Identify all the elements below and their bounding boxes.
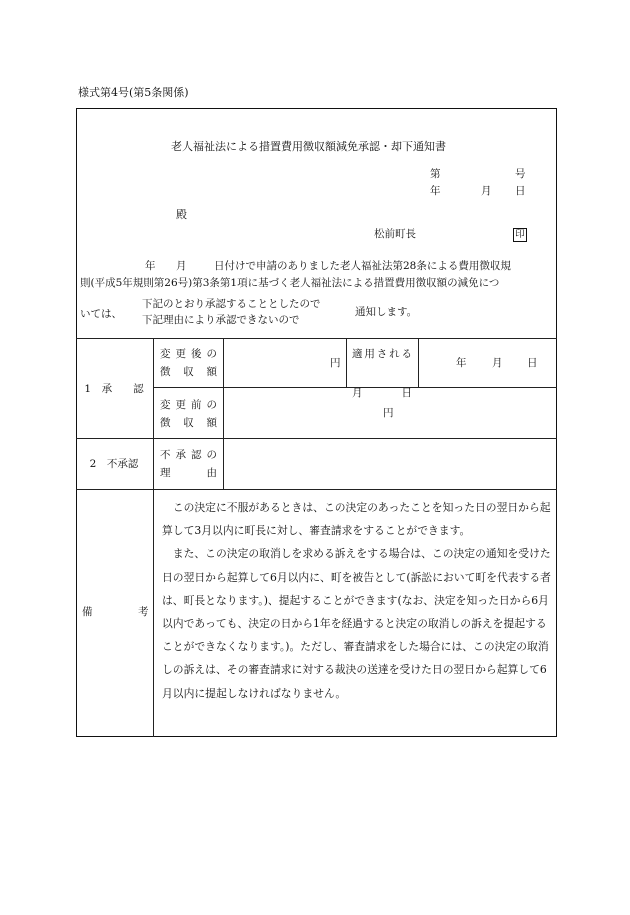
applied-label-2	[352, 367, 412, 409]
rejection-reason-label-2-text: 理由	[160, 467, 217, 479]
before-amount-label-1-text: 変更前の	[160, 399, 217, 411]
after-amount-label-2-text: 徴収額	[160, 366, 217, 378]
issuer-name: 松前町長	[374, 228, 416, 240]
before-amount-label-2-text: 徴収額	[160, 417, 217, 429]
column-divider-field	[223, 338, 224, 489]
after-amount-label-1	[160, 349, 217, 360]
remarks-paragraph-1: この決定に不服があるときは、この決定のあったことを知った日の翌日から起算して3月以内に町長に対し、審査請求をすることができます。	[162, 501, 551, 538]
applied-date-year: 年	[456, 357, 467, 369]
applied-date-month: 月	[492, 357, 503, 369]
doc-number-dai: 第	[430, 168, 441, 180]
approval-section-label	[78, 338, 150, 438]
before-amount-label-2	[160, 418, 217, 429]
remarks-label-right: 考	[138, 606, 149, 618]
applied-label-1	[352, 349, 412, 360]
column-divider-label	[153, 338, 154, 737]
applied-date-day: 日	[527, 357, 538, 369]
body-year: 年	[145, 260, 156, 272]
rejection-reason-label-2	[160, 468, 217, 479]
body-line-3-prefix: いては、	[80, 308, 122, 320]
applied-label-2-text: 月 日	[352, 387, 412, 399]
body-line-3-suffix: 通知します。	[355, 306, 418, 318]
option-approve: 下記のとおり承認することとしたので	[142, 298, 321, 310]
form-number: 様式第4号(第5条関係)	[78, 86, 189, 99]
divider-rejection-end	[76, 489, 557, 490]
doc-number-go: 号	[515, 168, 526, 180]
rejection-reason-label-1-text: 不承認の	[160, 449, 217, 461]
before-amount-yen: 円	[383, 407, 394, 419]
after-amount-label-1-text: 変更後の	[160, 348, 217, 360]
remarks-paragraph-2: また、この決定の取消しを求める訴えをする場合は、この決定の通知を受けた日の翌日から起算して6月以内に、町を被告として(訴訟において町を代表する者は、町長となります。)、提起することができます(なお、決定を知った日から6月以内であっても、決定の日から1年を経過すると決定の取消しの訴えを提起することができなくなります。)。ただし、審査請求をした場合には、この決定の取消しの訴えは、その審査請求に対する裁決の送達を受けた日の翌日から起算して6月以内に提起しなければなりません。	[162, 547, 551, 700]
document-title: 老人福祉法による措置費用徴収額減免承認・却下通知書	[171, 140, 446, 153]
seal-mark: 印	[513, 228, 527, 242]
approval-section-text: 1 承 認	[84, 382, 144, 395]
rejection-section-label	[78, 438, 150, 489]
after-amount-label-2	[160, 367, 217, 378]
applied-label-1-text: 適用される	[352, 348, 412, 360]
before-amount-label-1	[160, 400, 217, 411]
date-year: 年	[430, 185, 441, 197]
date-month: 月	[481, 185, 492, 197]
body-line-2: 則(平成5年規則第26号)第3条第1項に基づく老人福祉法による措置費用徴収額の減免につ	[80, 277, 500, 289]
addressee-suffix: 殿	[176, 208, 187, 221]
column-divider-applied-date	[418, 338, 419, 387]
rejection-reason-label-1	[160, 450, 217, 461]
column-divider-applied	[346, 338, 347, 387]
body-line-1: 日付けで申請のありました老人福祉法第28条による費用徴収規	[214, 260, 511, 272]
after-amount-yen: 円	[330, 357, 341, 369]
rejection-section-text: 2 不承認	[89, 458, 139, 470]
remarks-label-left: 備	[82, 606, 93, 618]
date-day: 日	[515, 185, 526, 197]
remarks-text	[162, 496, 554, 705]
option-reject: 下記理由により承認できないので	[142, 314, 300, 326]
body-month: 月	[176, 260, 187, 272]
